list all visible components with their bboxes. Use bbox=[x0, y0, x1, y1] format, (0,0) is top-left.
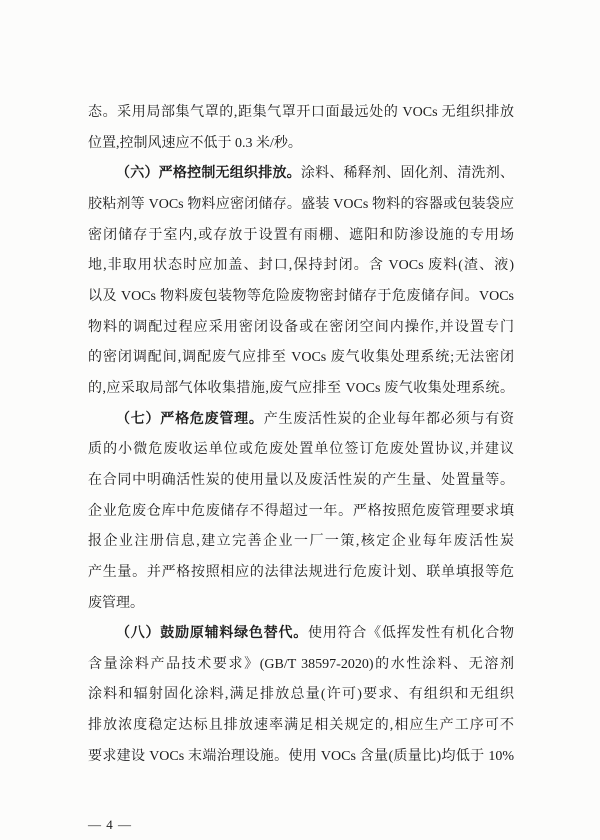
text-line: 物料的调配过程应采用密闭设备或在密闭空间内操作,并设置专门 bbox=[88, 319, 514, 335]
text-line: 报企业注册信息,建立完善企业一厂一策,核定企业每年废活性炭 bbox=[88, 534, 514, 550]
paragraph bbox=[88, 98, 514, 159]
text-line: 的,应采取局部气体收集措施,废气应排至 VOCs 废气收集处理系统。 bbox=[88, 380, 514, 396]
text-line: 含量涂料产品技术要求》(GB/T 38597-2020)的水性涂料、无溶剂 bbox=[88, 656, 514, 672]
text-line: 的密闭调配间,调配废气应排至 VOCs 废气收集处理系统;无法密闭 bbox=[88, 350, 514, 366]
text-span: 产生废活性炭的企业每年都必须与有资 bbox=[263, 411, 515, 427]
text-line bbox=[88, 405, 514, 436]
text-line: 密闭储存于室内,或存放于设置有雨棚、遮阳和防渗设施的专用场 bbox=[88, 227, 514, 243]
page-number: — 4 — bbox=[88, 817, 132, 832]
document-body bbox=[88, 98, 514, 772]
text-line: 地,非取用状态时应加盖、封口,保持封闭。含 VOCs 废料(渣、液) bbox=[88, 258, 514, 274]
paragraph bbox=[88, 159, 514, 404]
text-line: 产生量。并严格按照相应的法律法规进行危废计划、联单填报等危 bbox=[88, 564, 514, 580]
text-line: 涂料和辐射固化涂料,满足排放总量(许可)要求、有组织和无组织 bbox=[88, 687, 514, 703]
section-heading: （七）严格危废管理。 bbox=[116, 411, 264, 427]
text-line bbox=[88, 159, 514, 190]
text-line: 质的小微危废收运单位或危废处置单位签订危废处置协议,并建议 bbox=[88, 442, 514, 458]
text-line: 位置,控制风速应不低于 0.3 米/秒。 bbox=[88, 135, 302, 151]
text-line: 企业危废仓库中危废储存不得超过一年。严格按照危废管理要求填 bbox=[88, 503, 514, 519]
text-line: 废管理。 bbox=[88, 595, 144, 611]
text-line: 以及 VOCs 物料废包装物等危险废物密封储存于危废储存间。VOCs bbox=[88, 288, 514, 304]
text-line: 态。采用局部集气罩的,距集气罩开口面最远处的 VOCs 无组织排放 bbox=[88, 105, 514, 120]
section-heading: （六）严格控制无组织排放。 bbox=[116, 166, 301, 182]
text-line: 在合同中明确活性炭的使用量以及废活性炭的产生量、处置量等。 bbox=[88, 472, 514, 488]
text-line bbox=[88, 619, 514, 650]
text-line: 要求建设 VOCs 末端治理设施。使用 VOCs 含量(质量比)均低于 10% bbox=[88, 748, 514, 764]
paragraph bbox=[88, 405, 514, 620]
section-heading: （八）鼓励原辅料绿色替代。 bbox=[116, 626, 308, 642]
text-line: 排放浓度稳定达标且排放速率满足相关规定的,相应生产工序可不 bbox=[88, 718, 514, 734]
text-span: 使用符合《低挥发性有机化合物 bbox=[308, 626, 514, 642]
text-line: 胶粘剂等 VOCs 物料应密闭储存。盛装 VOCs 物料的容器或包装袋应 bbox=[88, 196, 514, 212]
text-span: 涂料、稀释剂、固化剂、清洗剂、 bbox=[300, 166, 515, 182]
paragraph bbox=[88, 619, 514, 772]
